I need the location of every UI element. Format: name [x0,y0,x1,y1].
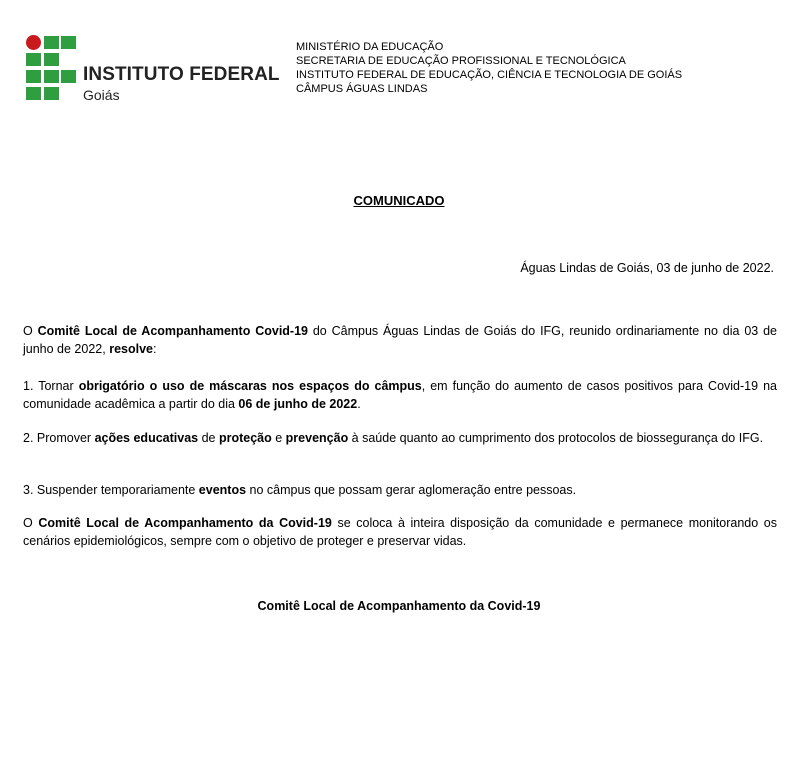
logo-title: INSTITUTO FEDERAL [83,64,280,85]
resolution-item-2: 2. Promover ações educativas de proteção e prevenção à saúde quanto ao cumprimento dos protocolos de biossegurança do IFG. [23,431,764,445]
ifg-logo [25,34,285,104]
logo-red-dot [26,35,41,50]
header-line: INSTITUTO FEDERAL DE EDUCAÇÃO, CIÊNCIA E TECNOLOGIA DE GOIÁS [296,69,683,81]
date-line: Águas Lindas de Goiás, 03 de junho de 2022. [520,261,774,275]
document-title: COMUNICADO [353,193,445,208]
header-line: CÂMPUS ÁGUAS LINDAS [296,83,428,95]
resolution-item-1: 1. Tornar obrigatório o uso de máscaras nos espaços do câmpus, em função do aumento de casos positivos para Covid-19 na comunidade acadêmica a partir do dia 06 de junho de 2022. [23,379,778,411]
logo-square [26,53,41,66]
logo-square [44,87,59,100]
ifg-logo-mark [25,34,77,102]
header-line: MINISTÉRIO DA EDUCAÇÃO [296,41,444,53]
logo-square [61,36,76,49]
logo-square [26,87,41,100]
closing-paragraph: O Comitê Local de Acompanhamento da Covid-19 se coloca à inteira disposição da comunidade e permanece monitorando os cenários epidemiológicos, sempre com o objetivo de proteger e preservar vidas. [23,516,777,548]
logo-square [26,70,41,83]
logo-square [44,70,59,83]
logo-subtitle: Goiás [83,87,120,103]
signature: Comitê Local de Acompanhamento da Covid-19 [257,599,541,613]
logo-square [44,53,59,66]
resolution-item-3: 3. Suspender temporariamente eventos no câmpus que possam gerar aglomeração entre pessoas. [23,483,577,497]
logo-square [61,70,76,83]
resolution-paragraph: O Comitê Local de Acompanhamento Covid-19 do Câmpus Águas Lindas de Goiás do IFG, reunido ordinariamente no dia 03 de junho de 2022, resolve: [23,324,777,356]
logo-square [44,36,59,49]
header-line: SECRETARIA DE EDUCAÇÃO PROFISSIONAL E TECNOLÓGICA [296,55,626,67]
institution-header [296,40,682,96]
